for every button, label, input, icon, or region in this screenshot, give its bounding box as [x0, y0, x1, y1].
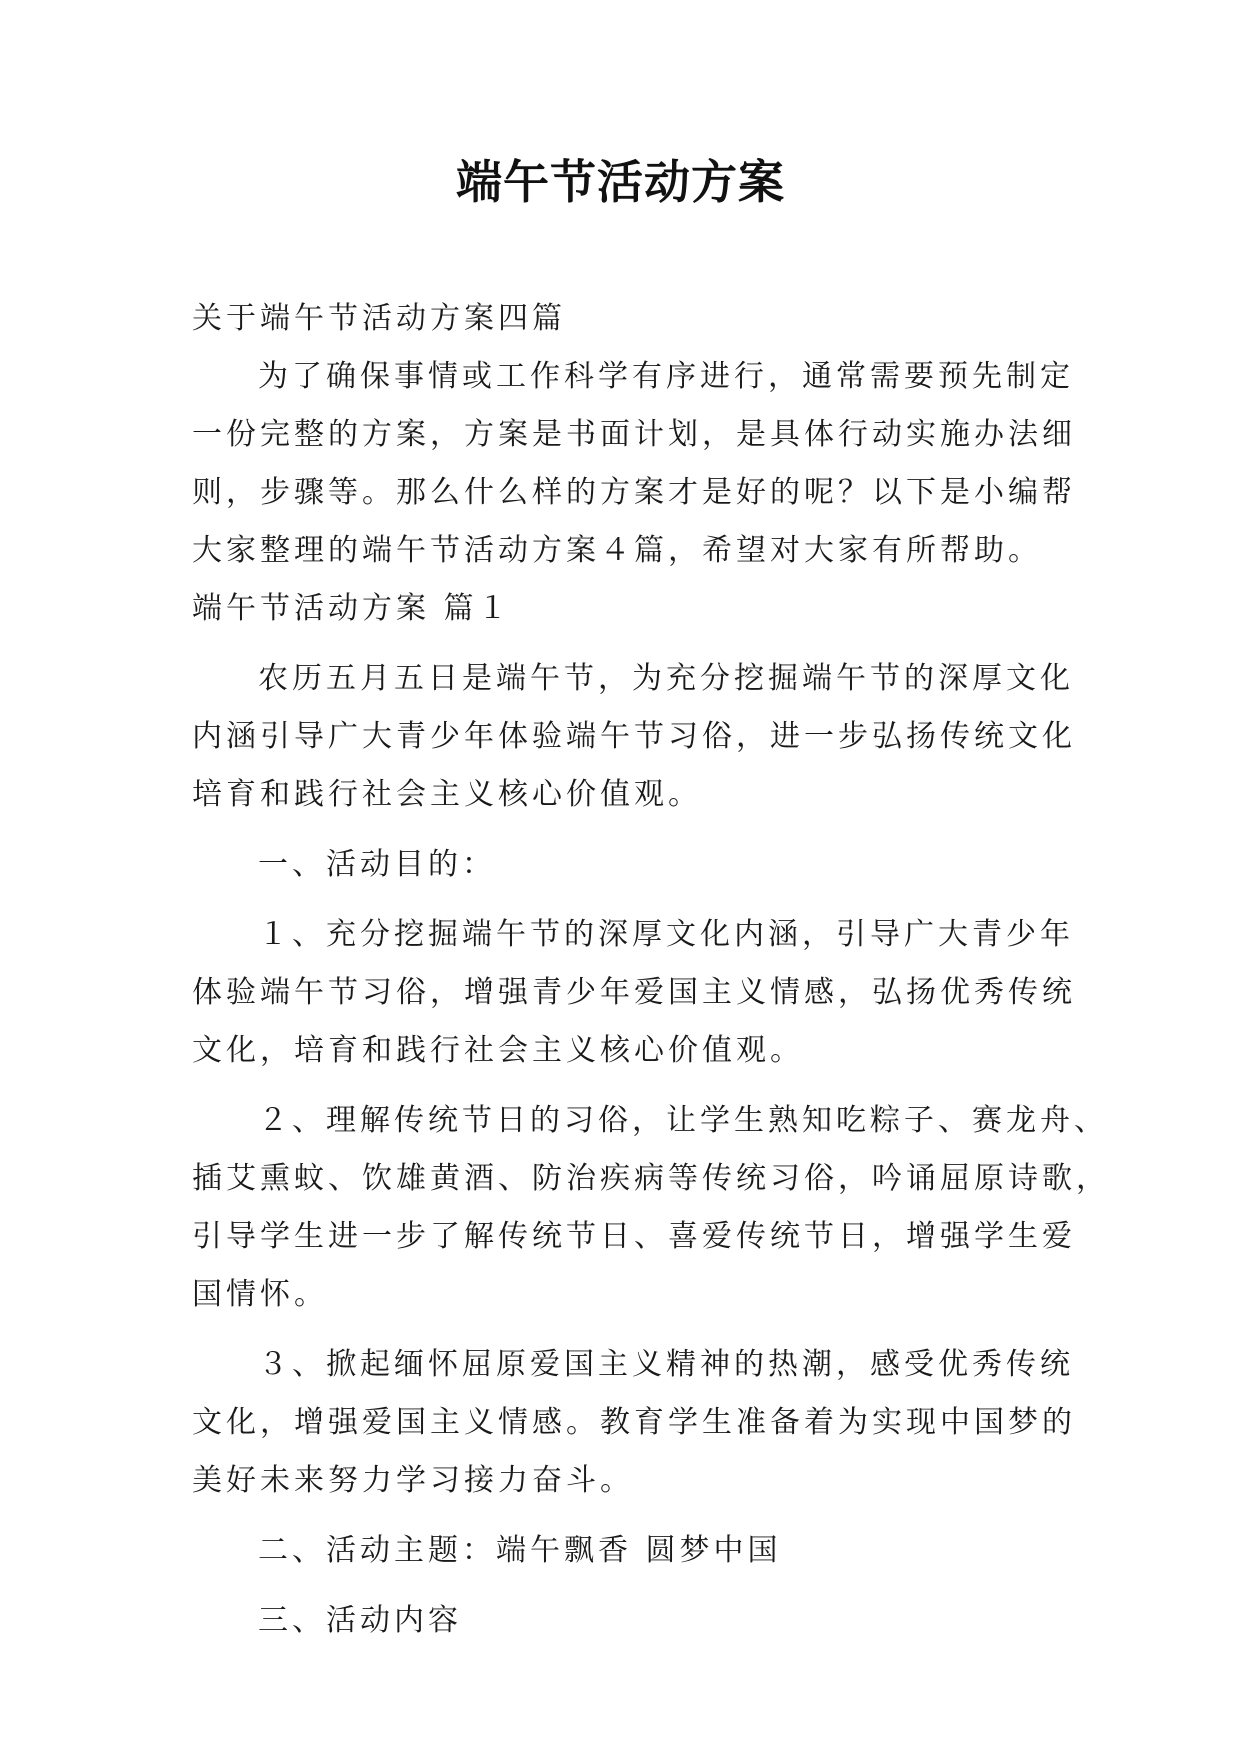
paragraph-line: 文化，增强爱国主义情感。教育学生准备着为实现中国梦的 [192, 1405, 1076, 1440]
subtitle-line: 关于端午节活动方案四篇 [192, 301, 566, 336]
paragraph-line: 插艾熏蚊、饮雄黄酒、防治疾病等传统习俗，吟诵屈原诗歌， [192, 1161, 1110, 1196]
paragraph-line: 培育和践行社会主义核心价值观。 [192, 777, 702, 812]
paragraph-line: 大家整理的端午节活动方案４篇，希望对大家有所帮助。 [192, 533, 1042, 568]
section-heading: 三、活动内容 [258, 1603, 462, 1638]
paragraph-line: 体验端午节习俗，增强青少年爱国主义情感，弘扬优秀传统 [192, 975, 1076, 1010]
paragraph-line: ３、掀起缅怀屈原爱国主义精神的热潮，感受优秀传统 [258, 1347, 1074, 1382]
paragraph-line: 引导学生进一步了解传统节日、喜爱传统节日，增强学生爱 [192, 1219, 1076, 1254]
section-heading: 二、活动主题：端午飘香 圆梦中国 [258, 1533, 782, 1568]
paragraph-line: 农历五月五日是端午节，为充分挖掘端午节的深厚文化 [258, 661, 1074, 696]
paragraph-line: 内涵引导广大青少年体验端午节习俗，进一步弘扬传统文化 [192, 719, 1076, 754]
paragraph-line: 则，步骤等。那么什么样的方案才是好的呢？以下是小编帮 [192, 475, 1076, 510]
paragraph-line: 一份完整的方案，方案是书面计划，是具体行动实施办法细 [192, 417, 1076, 452]
paragraph-line: ２、理解传统节日的习俗，让学生熟知吃粽子、赛龙舟、 [258, 1103, 1108, 1138]
document-title: 端午节活动方案 [456, 155, 785, 209]
paragraph-line: 为了确保事情或工作科学有序进行，通常需要预先制定 [258, 359, 1074, 394]
paragraph-line: 美好未来努力学习接力奋斗。 [192, 1463, 634, 1498]
paragraph-line: 文化，培育和践行社会主义核心价值观。 [192, 1033, 804, 1068]
document-body [192, 290, 1110, 1650]
paragraph-line: 国情怀。 [192, 1277, 328, 1312]
paragraph-line: １、充分挖掘端午节的深厚文化内涵，引导广大青少年 [258, 917, 1074, 952]
section-heading: 端午节活动方案 篇１ [192, 591, 512, 626]
section-heading: 一、活动目的： [258, 847, 496, 882]
